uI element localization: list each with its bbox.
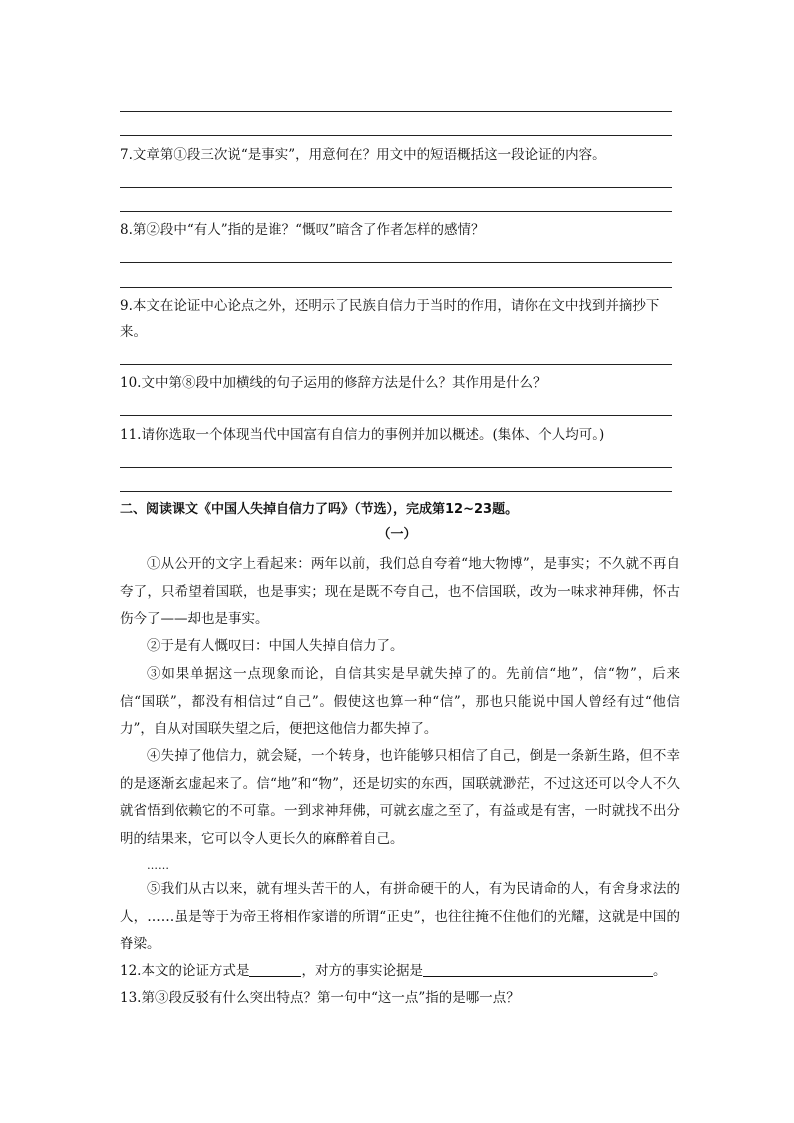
answer-blank-method[interactable] — [249, 962, 301, 977]
question-12-prefix: 12.本文的论证方式是 — [120, 963, 250, 979]
question-9-line-2: 来。 — [120, 324, 147, 340]
answer-blank-evidence[interactable] — [423, 962, 653, 977]
question-8: 8.第②段中“有人”指的是谁？“慨叹”暗含了作者怎样的感情？ — [120, 222, 485, 238]
answer-line[interactable] — [120, 491, 672, 492]
passage-ellipsis: …… — [147, 859, 169, 872]
answer-line[interactable] — [120, 262, 672, 263]
passage-paragraph-1: ①从公开的文字上看起来：两年以前，我们总自夸着“地大物博”，是事实；不久就不再自夸了，只希望着国联，也是事实；现在是既不夸自己，也不信国联，改为一味求神拜佛，怀古伤今了——却也是事实。 — [120, 556, 680, 627]
answer-line[interactable] — [120, 187, 672, 188]
answer-line[interactable] — [120, 211, 672, 212]
passage-paragraph-5: ⑤我们从古以来，就有埋头苦干的人，有拼命硬干的人，有为民请命的人，有舍身求法的人，……虽是等于为帝王将相作家谱的所谓“正史”，也往往掩不住他们的光耀，这就是中国的脊梁。 — [120, 881, 680, 952]
question-13: 13.第③段反驳有什么突出特点？第一句中“这一点”指的是哪一点？ — [120, 990, 520, 1006]
question-12-middle: ，对方的事实论据是 — [301, 963, 423, 979]
question-11: 11.请你选取一个体现当代中国富有自信力的事例并加以概述。(集体、个人均可。) — [120, 427, 605, 443]
question-10: 10.文中第⑧段中加横线的句子运用的修辞方法是什么？其作用是什么？ — [120, 375, 547, 391]
answer-line[interactable] — [120, 467, 672, 468]
passage-paragraph-3: ③如果单据这一点现象而论，自信其实是早就失掉了的。先前信“地”，信“物”，后来信“国联”，都没有相信过“自己”。假使这也算一种“信”，那也只能说中国人曾经有过“他信力”，自从对国联失望之后，便把这他信力都失掉了。 — [120, 666, 680, 737]
question-12 — [120, 961, 680, 981]
question-9-line-1: 9.本文在论证中心论点之外，还明示了民族自信力于当时的作用，请你在文中找到并摘抄下 — [120, 298, 660, 314]
answer-line[interactable] — [120, 364, 672, 365]
question-7: 7.文章第①段三次说“是事实”，用意何在？用文中的短语概括这一段论证的内容。 — [120, 147, 606, 163]
answer-line[interactable] — [120, 415, 672, 416]
answer-line[interactable] — [120, 111, 672, 112]
answer-line[interactable] — [120, 287, 672, 288]
answer-line[interactable] — [120, 135, 672, 136]
passage-paragraph-2: ②于是有人慨叹曰：中国人失掉自信力了。 — [147, 638, 404, 654]
section-heading: 二、阅读课文《中国人失掉自信力了吗》（节选），完成第12~23题。 — [120, 502, 519, 517]
part-label: （一） — [377, 527, 417, 542]
passage-paragraph-4: ④失掉了他信力，就会疑，一个转身，也许能够只相信了自己，倒是一条新生路，但不幸的是逐渐玄虚起来了。信“地”和“物”，还是切实的东西，国联就渺茫，不过这还可以令人不久就省悟到依赖它的不可靠。一到求神拜佛，可就玄虚之至了，有益或是有害，一时就找不出分明的结果来，它可以令人更长久的麻醉着自己。 — [120, 748, 680, 847]
question-12-suffix: 。 — [652, 963, 667, 979]
